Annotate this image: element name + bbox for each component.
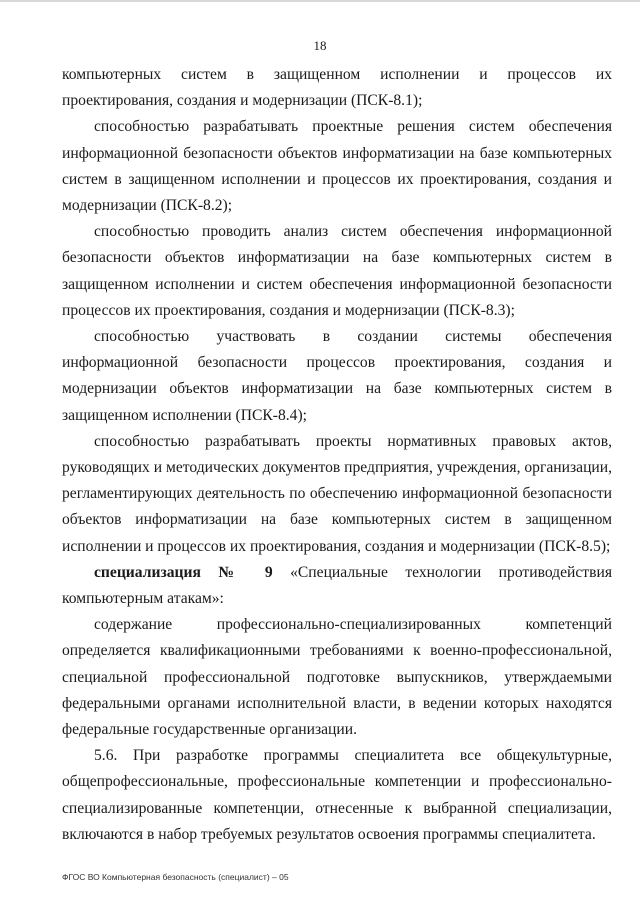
document-body [62, 62, 612, 848]
paragraph-psk-8-3: способностью проводить анализ систем обеспечения информационной безопасности объектов информатизации на базе компьютерных систем в защищенном исполнении и систем обеспечения информационной безопасности процессов их проектирования, создания и модернизации (ПСК-8.3); [62, 223, 612, 319]
page-footer: ФГОС ВО Компьютерная безопасность (специалист) – 05 [62, 872, 289, 882]
paragraph-specialization-9 [62, 560, 612, 612]
paragraph-psk-8-2: способностью разрабатывать проектные решения систем обеспечения информационной безопасности объектов информатизации на базе компьютерных систем в защищенном исполнении и процессов их проектирования, создания и модернизации (ПСК-8.2); [62, 118, 612, 215]
paragraph-continuation: компьютерных систем в защищенном исполнении и процессов их проектирования, создания и модернизации (ПСК-8.1); [62, 66, 612, 110]
paragraph-psk-8-4: способностью участвовать в создании системы обеспечения информационной безопасности процессов проектирования, создания и модернизации объектов информатизации на базе компьютерных систем в защищенном исполнении (ПСК-8.4); [62, 328, 612, 424]
paragraph-competency-content: содержание профессионально-специализированных компетенций определяется квалификационными требованиями к военно-профессиональной, специальной профессиональной подготовке выпускников, утверждаемыми федеральными органами исполнительной власти, в ведении которых находятся федеральные государственные организации. [62, 616, 612, 739]
top-edge-rule [0, 0, 640, 2]
specialization-heading: специализация № 9 [94, 563, 273, 581]
specialization-title: «Специальные технологии противодействия компьютерным атакам»: [62, 563, 612, 608]
paragraph-5-6: 5.6. При разработке программы специалитета все общекультурные, общепрофессиональные, профессиональные компетенции и профессионально-специализированные компетенции, отнесенные к выбранной специализации, включаются в набор требуемых результатов освоения программы специалитета. [62, 747, 612, 843]
page-number: 18 [313, 38, 327, 53]
paragraph-psk-8-5: способностью разрабатывать проекты нормативных правовых актов, руководящих и методических документов предприятия, учреждения, организации, регламентирующих деятельность по обеспечению информационной безопасности объектов информатизации на базе компьютерных систем в защищенном исполнении и процессов их проектирования, создания и модернизации (ПСК-8.5); [62, 432, 613, 555]
